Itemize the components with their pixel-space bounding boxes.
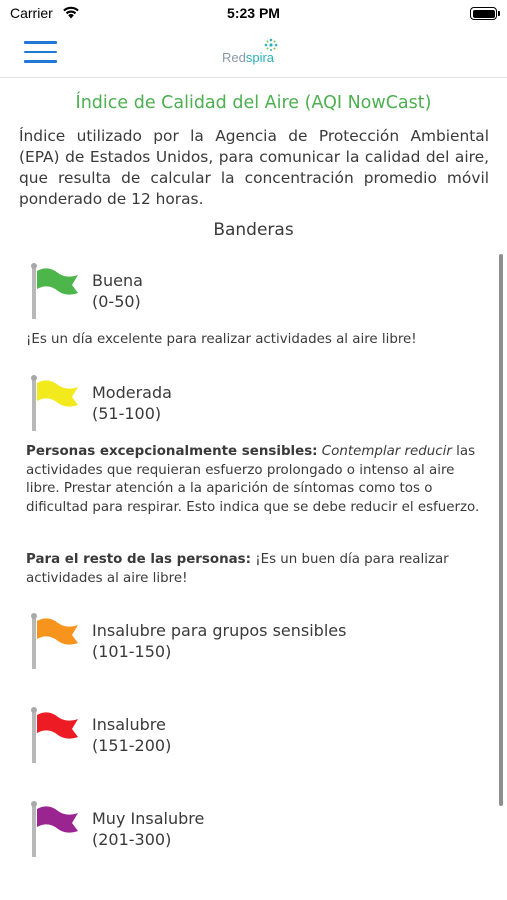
flag-unhealthy-icon [28,707,80,765]
level-range-good: (0-50) [92,292,141,311]
battery-icon [470,7,497,20]
level-name-good: Buena [92,271,143,290]
status-time: 5:23 PM [227,5,280,21]
level-range-very-unhealthy: (201-300) [92,830,172,849]
message-moderate-rest [26,551,481,588]
message-good: ¡Es un día excelente para realizar actividades al aire libre! [26,332,417,347]
level-range-unhealthy: (151-200) [92,736,172,755]
sensitive-text: las actividades que requieran esfuerzo prolongado o intenso al aire libre. Prestar atención a la aparición de síntomas como tos o dificultad para respirar. Esto indica que se debe reducir el esfuerzo. [26,444,480,515]
rest-label: Para el resto de las personas: [26,552,251,567]
content-scroll-area[interactable] [0,79,507,900]
level-name-moderate: Moderada [92,383,172,402]
level-name-usg: Insalubre para grupos sensibles [92,621,347,640]
status-bar [0,0,507,28]
flag-usg-icon [28,613,80,671]
logo-text-spira: spira [245,50,275,65]
intro-paragraph: Índice utilizado por la Agencia de Protección Ambiental (EPA) de Estados Unidos, para comunicar la calidad del aire, que resulta de calcular la concentración promedio móvil ponderado de 12 horas. [19,127,489,208]
section-title: Banderas [213,220,294,240]
nav-bar [0,28,507,78]
flag-very-unhealthy-icon [28,801,80,859]
level-name-very-unhealthy: Muy Insalubre [92,809,205,828]
page-title: Índice de Calidad del Aire (AQI NowCast) [75,93,432,113]
flag-good-icon [28,263,80,321]
level-range-moderate: (51-100) [92,404,162,423]
sensitive-label: Personas excepcionalmente sensibles: [26,444,318,459]
message-moderate-sensitive [26,443,481,517]
sensitive-italic: Contemplar reducir [321,444,452,459]
redspira-logo [222,38,286,68]
flag-moderate-icon [28,375,80,433]
level-name-unhealthy: Insalubre [92,715,166,734]
logo-text-red: Red [222,50,246,65]
menu-icon[interactable] [24,41,57,63]
carrier-label: Carrier [10,5,53,21]
level-range-usg: (101-150) [92,642,172,661]
scrollbar[interactable] [499,254,503,806]
rest-text: ¡Es un buen día para realizar actividades al aire libre! [26,552,449,586]
